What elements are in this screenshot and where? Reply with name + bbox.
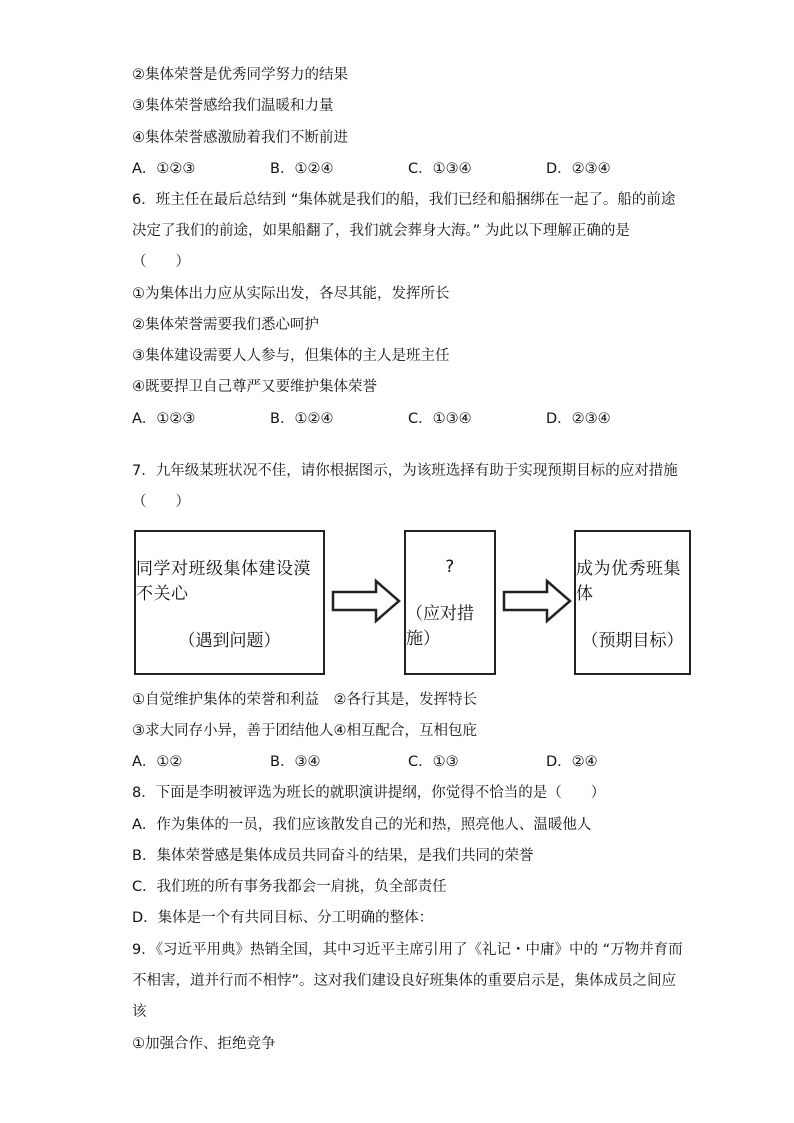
q7-answer-blank: （ ） <box>132 494 190 510</box>
q7-items-line2: ③求大同存小异，善于团结他人④相互配合，互相包庇 <box>132 723 477 739</box>
q5-option-d: D．②③④ <box>546 161 611 177</box>
q6-option-b: B．①②④ <box>270 411 334 427</box>
q7-option-a: A．①② <box>132 754 183 770</box>
box-problem-main: 同学对班级集体建设漠不关心 <box>136 559 311 604</box>
q6-item-4: ④既要捍卫自己尊严又要维护集体荣誉 <box>132 379 377 395</box>
right-arrow-icon <box>501 578 573 624</box>
box-measure-main: ? <box>445 556 455 577</box>
q7-option-c: C．①③ <box>408 754 459 770</box>
q8-stem: 8．下面是李明被评选为班长的就职演讲提纲，你觉得不恰当的是（ ） <box>132 785 606 801</box>
q5-option-b: B．①②④ <box>270 161 334 177</box>
q6-stem-line1: 6．班主任在最后总结到 “集体就是我们的船，我们已经和船捆绑在一起了。船的前途 <box>132 192 676 208</box>
q6-option-d: D．②③④ <box>546 411 611 427</box>
q9-stem-line1: 9．《习近平用典》热销全国，其中习近平主席引用了《礼记・中庸》中的 “万物并育而 <box>132 942 683 958</box>
diagram-box-goal <box>574 530 691 675</box>
box-measure-sub: （应对措施） <box>406 603 474 649</box>
q5-item-4: ④集体荣誉感激励着我们不断前进 <box>132 130 348 146</box>
q6-option-c: C．①③④ <box>408 411 472 427</box>
q8-option-d: D．集体是一个有共同目标、分工明确的整体： <box>132 910 434 926</box>
q6-item-2: ②集体荣誉需要我们悉心呵护 <box>132 317 319 333</box>
q6-stem-line2: 决定了我们的前途，如果船翻了，我们就会葬身大海。” 为此以下理解正确的是 <box>132 223 630 239</box>
box-goal-main: 成为优秀班集体 <box>576 559 681 604</box>
q7-stem: 7．九年级某班状况不佳，请你根据图示，为该班选择有助于实现预期目标的应对措施 <box>132 463 678 479</box>
diagram-box-problem <box>134 530 325 675</box>
q5-option-c: C．①③④ <box>408 161 472 177</box>
q9-stem-line3: 该 <box>132 1004 147 1020</box>
q5-item-2: ②集体荣誉是优秀同学努力的结果 <box>132 67 348 83</box>
box-problem-sub: （遇到问题） <box>178 631 281 651</box>
q8-option-a: A．作为集体的一员，我们应该散发自己的光和热，照亮他人、温暖他人 <box>132 817 592 833</box>
diagram-box-measure <box>404 530 496 675</box>
q5-option-a: A．①②③ <box>132 161 196 177</box>
q5-item-3: ③集体荣誉感给我们温暖和力量 <box>132 98 334 114</box>
q7-option-d: D．②④ <box>546 754 598 770</box>
q6-item-1: ①为集体出力应从实际出发，各尽其能，发挥所长 <box>132 286 450 302</box>
q7-items-line1: ①自觉维护集体的荣誉和利益 ②各行其是，发挥特长 <box>132 692 477 708</box>
q9-stem-line2: 不相害，道并行而不相悖”。这对我们建设良好班集体的重要启示是，集体成员之间应 <box>132 973 677 989</box>
q6-item-3: ③集体建设需要人人参与，但集体的主人是班主任 <box>132 348 450 364</box>
q7-option-b: B．③④ <box>270 754 321 770</box>
q9-item-1: ①加强合作、拒绝竞争 <box>132 1036 276 1052</box>
right-arrow-icon <box>330 578 402 624</box>
q8-option-b: B．集体荣誉感是集体成员共同奋斗的结果，是我们共同的荣誉 <box>132 848 534 864</box>
box-goal-sub: （预期目标） <box>581 631 684 651</box>
q8-option-c: C．我们班的所有事务我都会一肩挑，负全部责任 <box>132 879 447 895</box>
q6-answer-blank: （ ） <box>132 254 190 270</box>
q6-option-a: A．①②③ <box>132 411 196 427</box>
